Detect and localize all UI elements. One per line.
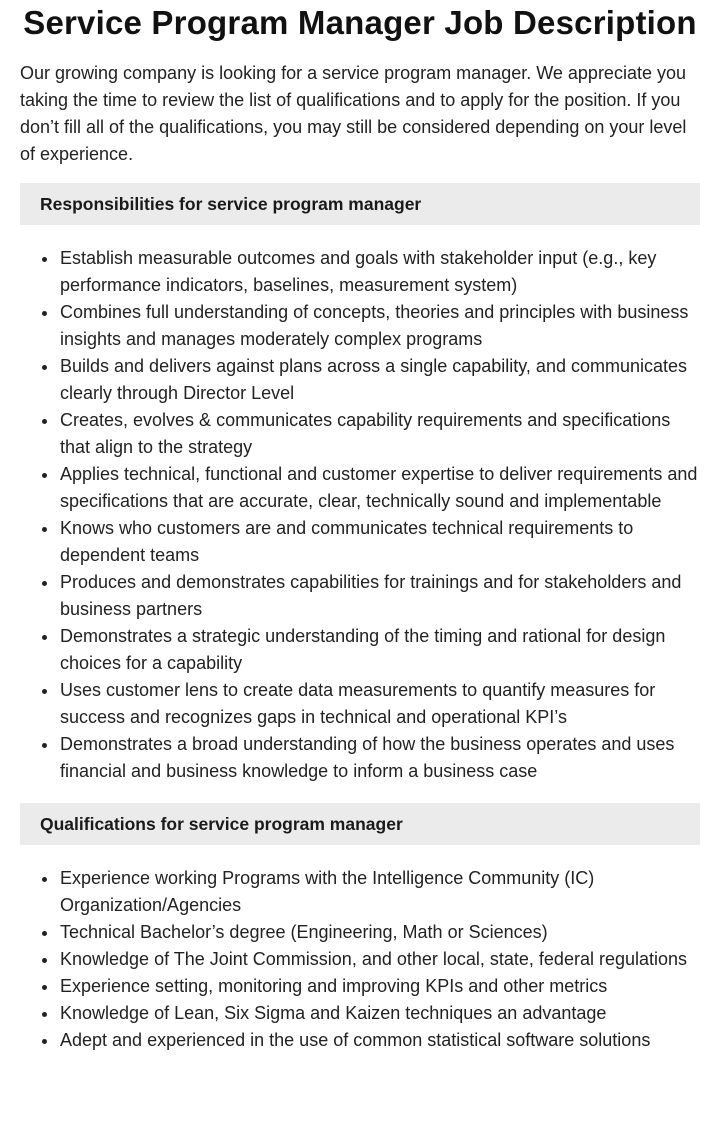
responsibility-item: Demonstrates a strategic understanding of the timing and rational for design choices for a capability (60, 623, 700, 677)
responsibility-item: Creates, evolves & communicates capability requirements and specifications that align to the strategy (60, 407, 700, 461)
responsibility-item: Knows who customers are and communicates technical requirements to dependent teams (60, 515, 700, 569)
responsibility-item: Produces and demonstrates capabilities for trainings and for stakeholders and business partners (60, 569, 700, 623)
responsibility-item: Builds and delivers against plans across a single capability, and communicates clearly through Director Level (60, 353, 700, 407)
qualification-item: Experience setting, monitoring and improving KPIs and other metrics (60, 973, 700, 1000)
responsibility-item: Combines full understanding of concepts, theories and principles with business insights and manages moderately complex programs (60, 299, 700, 353)
page-title: Service Program Manager Job Description (23, 4, 697, 41)
qualification-item: Adept and experienced in the use of common statistical software solutions (60, 1027, 700, 1054)
responsibilities-heading: Responsibilities for service program manager (20, 183, 700, 225)
responsibility-item: Demonstrates a broad understanding of how the business operates and uses financial and business knowledge to inform a business case (60, 731, 700, 785)
intro-paragraph: Our growing company is looking for a service program manager. We appreciate you taking the time to review the list of qualifications and to apply for the position. If you don’t fill all of the qualifications, you may still be considered depending on your level of experience. (20, 63, 687, 164)
responsibility-item: Applies technical, functional and customer expertise to deliver requirements and specifications that are accurate, clear, technically sound and implementable (60, 461, 700, 515)
responsibilities-list (20, 245, 700, 785)
qualifications-list (20, 865, 700, 1054)
qualification-item: Knowledge of The Joint Commission, and other local, state, federal regulations (60, 946, 700, 973)
responsibility-item: Establish measurable outcomes and goals with stakeholder input (e.g., key performance indicators, baselines, measurement system) (60, 245, 700, 299)
qualification-item: Experience working Programs with the Intelligence Community (IC) Organization/Agencies (60, 865, 700, 919)
qualifications-heading: Qualifications for service program manager (20, 803, 700, 845)
qualification-item: Knowledge of Lean, Six Sigma and Kaizen techniques an advantage (60, 1000, 700, 1027)
qualification-item: Technical Bachelor’s degree (Engineering, Math or Sciences) (60, 919, 700, 946)
responsibility-item: Uses customer lens to create data measurements to quantify measures for success and recognizes gaps in technical and operational KPI’s (60, 677, 700, 731)
